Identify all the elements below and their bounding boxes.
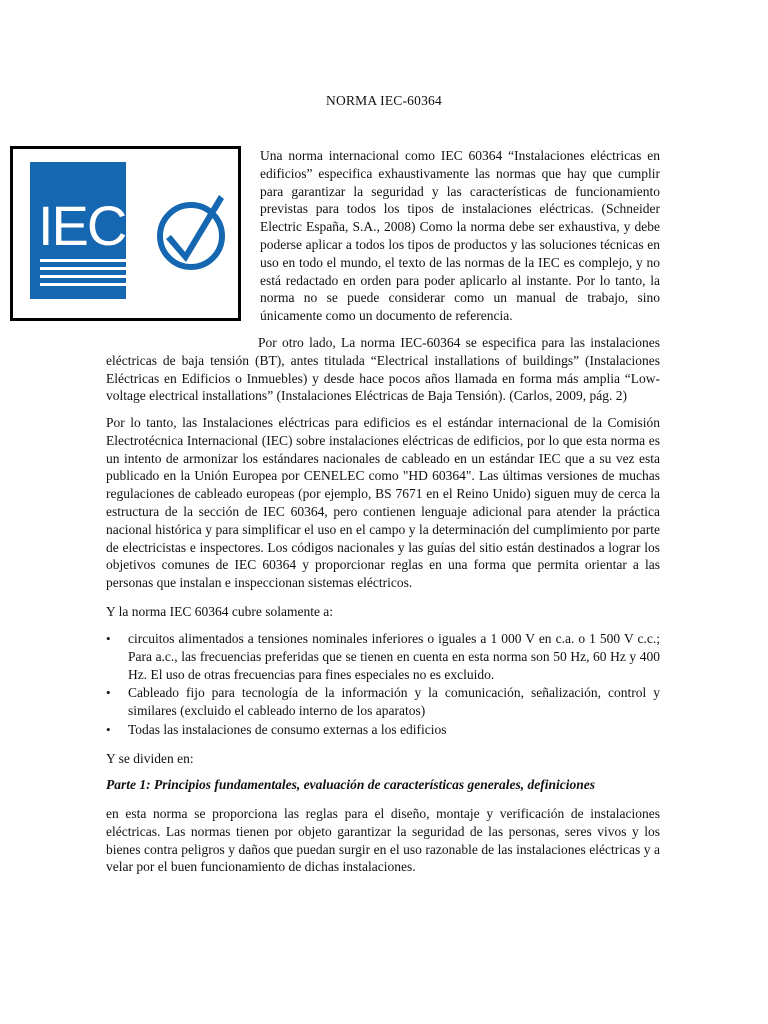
list-item-text: Cableado fijo para tecnología de la información y la comunicación, señalización, control y similares (excluido el cableado interno de los aparatos) (128, 685, 660, 719)
document-title: NORMA IEC-60364 (326, 93, 442, 108)
bullet-marker: • (106, 721, 111, 737)
intro-paragraph: Una norma internacional como IEC 60364 “Instalaciones eléctricas en edificios” especifica exhaustivamente las normas que hay que cumplir para garantizar la seguridad y las características de funcionamiento previstas para todos los tipos de instalaciones eléctricas. (Schneider Electric España, S.A., 2008) Como la norma debe ser exhaustiva, y debe poderse aplicar a todos los tipos de productos y las soluciones técnicas en uso en todo el mundo, el texto de las normas de la IEC es complejo, y no está redactado en orden para poder aplicarlo al instante. Por lo tanto, la norma no se puede considerar como un manual de trabajo, sino únicamente como un documento de referencia. (260, 148, 660, 324)
list-item-text: circuitos alimentados a tensiones nominales inferiores o iguales a 1 000 V en c.a. o 1 500 V c.c.; Para a.c., las frecuencias preferidas que se tienen en cuenta en esta norma son 50 Hz, 60 Hz y 400 Hz. El uso de otras frecuencias para fines especiales no es excluido. (128, 631, 660, 682)
checkmark-circle-icon (160, 195, 224, 267)
coverage-list (106, 630, 660, 740)
paragraph-2: Por otro lado, La norma IEC-60364 se especifica para las instalaciones eléctricas de baja tensión (BT), antes titulada “Electrical installations of buildings” (Instalaciones Eléctricas en Edificios o Inmuebles) y desde hace pocos años llamada en forma más amplia “Low-voltage electrical installations” (Instalaciones Eléctricas de Baja Tensión). (Carlos, 2009, pág. 2) (106, 335, 660, 404)
list-item-text: Todas las instalaciones de consumo externas a los edificios (128, 721, 447, 737)
paragraph-6: en esta norma se proporciona las reglas para el diseño, montaje y verificación de instalaciones eléctricas. Las normas tienen por objeto garantizar la seguridad de las personas, seres vivos y los bienes contra peligros y daños que puedan surgir en el uso razonable de las instalaciones eléctricas y a velar por el buen funcionamiento de dichas instalaciones. (106, 806, 660, 875)
iec-logo (10, 146, 241, 321)
paragraph-4: Y la norma IEC 60364 cubre solamente a: (106, 604, 334, 619)
list-item (106, 684, 660, 720)
list-item (106, 721, 660, 739)
logo-text: IEC (38, 194, 126, 257)
list-item (106, 630, 660, 683)
paragraph-5: Y se dividen en: (106, 751, 194, 766)
bullet-marker: • (106, 631, 111, 646)
paragraph-3: Por lo tanto, las Instalaciones eléctricas para edificios es el estándar internacional de la Comisión Electrotécnica Internacional (IEC) sobre instalaciones eléctricas de edificios, por lo que esta norma es un intento de armonizar los estándares nacionales de cableado en un estándar IEC que a su vez esta publicado en la Unión Europea por CENELEC como "HD 60364". Las últimas versiones de muchas regulaciones de cableado europeas (por ejemplo, BS 7671 en el Reino Unido) siguen muy de cerca la estructura de la sección de IEC 60364, pero contienen lenguaje adicional para atender la práctica nacional histórica y para simplificar el uso en el campo y la determinación del cumplimiento por parte de electricistas e inspectores. Los códigos nacionales y las guías del sitio están destinados a lograr los objetivos comunes de IEC 60364 y proporcionar reglas en una forma que permita orientar a las personas que instalan e inspeccionan sistemas eléctricos. (106, 415, 660, 591)
section-heading: Parte 1: Principios fundamentales, evaluación de características generales, definiciones (106, 777, 595, 792)
bullet-marker: • (106, 685, 111, 701)
